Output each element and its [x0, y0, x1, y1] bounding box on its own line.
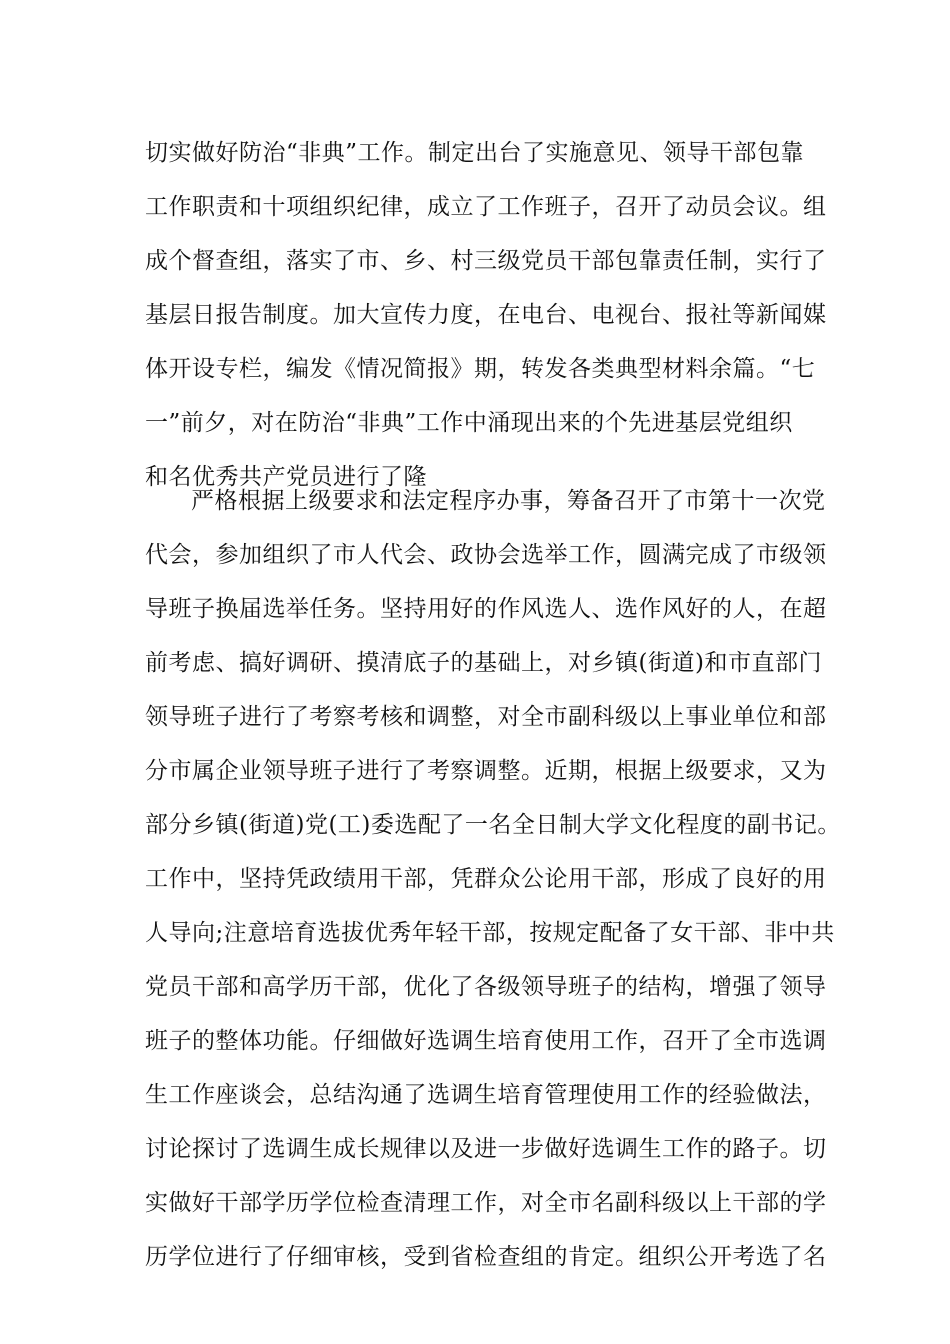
paragraph-2-line: 部分乡镇(街道)党(工)委选配了一名全日制大学文化程度的副书记。	[145, 812, 841, 838]
paragraph-2-line: 严格根据上级要求和法定程序办事，筹备召开了市第十一次党	[191, 488, 826, 514]
paragraph-2-line: 讨论探讨了选调生成长规律以及进一步做好选调生工作的路子。切	[145, 1136, 827, 1162]
paragraph-2-line: 工作中，坚持凭政绩用干部，凭群众公论用干部，形成了良好的用	[145, 866, 827, 892]
paragraph-1-line: 工作职责和十项组织纪律，成立了工作班子，召开了动员会议。组	[145, 194, 827, 220]
paragraph-1-line: 切实做好防治“非典”工作。制定出台了实施意见、领导干部包靠	[145, 140, 805, 166]
paragraph-1-line: 一”前夕，对在防治“非典”工作中涌现出来的个先进基层党组织	[145, 410, 793, 436]
paragraph-1-line: 基层日报告制度。加大宣传力度，在电台、电视台、报社等新闻媒	[145, 302, 827, 328]
paragraph-1-line: 体开设专栏，编发《情况简报》期，转发各类典型材料余篇。“七	[145, 356, 816, 382]
paragraph-1-line: 和名优秀共产党员进行了隆	[145, 464, 427, 490]
paragraph-1	[145, 126, 825, 504]
paragraph-2-line: 代会，参加组织了市人代会、政协会选举工作，圆满完成了市级领	[145, 542, 827, 568]
paragraph-1-line: 成个督查组，落实了市、乡、村三级党员干部包靠责任制，实行了	[145, 248, 827, 274]
paragraph-2-line: 实做好干部学历学位检查清理工作，对全市名副科级以上干部的学	[145, 1190, 827, 1216]
paragraph-2-line: 班子的整体功能。仔细做好选调生培育使用工作，召开了全市选调	[145, 1028, 827, 1054]
paragraph-2-line: 领导班子进行了考察考核和调整，对全市副科级以上事业单位和部	[145, 704, 827, 730]
paragraph-2-line: 前考虑、搞好调研、摸清底子的基础上，对乡镇(街道)和市直部门	[145, 650, 822, 676]
paragraph-2-line: 导班子换届选举任务。坚持用好的作风选人、选作风好的人，在超	[145, 596, 827, 622]
paragraph-2-line: 人导向;注意培育选拔优秀年轻干部，按规定配备了女干部、非中共	[145, 920, 835, 946]
paragraph-2-line: 生工作座谈会，总结沟通了选调生培育管理使用工作的经验做法，	[145, 1082, 827, 1108]
paragraph-2-line: 党员干部和高学历干部，优化了各级领导班子的结构，增强了领导	[145, 974, 827, 1000]
paragraph-2-line: 历学位进行了仔细审核，受到省检查组的肯定。组织公开考选了名	[145, 1244, 827, 1270]
paragraph-2	[145, 474, 841, 1284]
paragraph-2-line: 分市属企业领导班子进行了考察调整。近期，根据上级要求，又为	[145, 758, 827, 784]
